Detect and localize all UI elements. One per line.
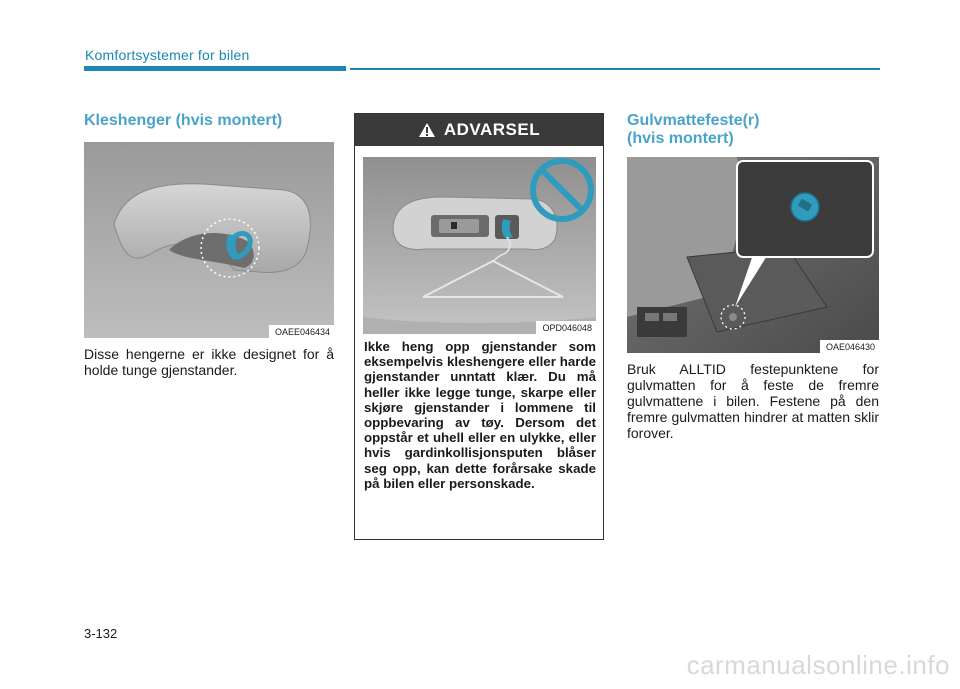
clothes-hanger-illustration <box>84 142 334 338</box>
floor-mat-description: Bruk ALLTID festepunktene for gulvmatten for å feste de fremre gulvmattene i bilen. Festene på den fremre gulvmatten hindrer at matten sklir forover. <box>627 361 879 441</box>
warning-header <box>355 114 603 146</box>
header-accent-bar <box>84 66 346 71</box>
warning-box <box>354 113 604 540</box>
floor-mat-section <box>627 112 879 441</box>
figure-code: OPD046048 <box>536 321 596 334</box>
floor-mat-title-line2: (hvis montert) <box>627 130 734 147</box>
watermark: carmanualsonline.info <box>686 650 950 680</box>
warning-label: ADVARSEL <box>443 120 541 139</box>
header-rule <box>350 68 880 70</box>
floor-mat-figure <box>627 157 879 353</box>
section-header: Komfortsystemer for bilen <box>85 47 250 63</box>
clothes-hanger-title: Kleshenger (hvis montert) <box>84 112 283 129</box>
warning-triangle-icon <box>418 122 436 138</box>
floor-mat-title <box>627 112 879 148</box>
clothes-hanger-description: Disse hengerne er ikke designet for å holde tunge gjenstander. <box>84 346 334 378</box>
figure-code: OAE046430 <box>820 340 879 353</box>
warning-text: Ikke heng opp gjenstander som eksempelvis kleshengere eller harde gjenstander unntatt klær. Du må heller ikke legge tunge, skarpe eller skjøre gjenstander i lommene til oppbevaring av tøy. Dersom det oppstår et uhell eller en ulykke, eller hvis gardinkollisjonsputen blåser seg opp, kan dette forårsake skade på bilen eller personskade. <box>364 339 596 491</box>
figure-code: OAEE046434 <box>269 325 334 338</box>
floor-mat-anchor-illustration <box>627 157 879 353</box>
overloaded-hanger-illustration <box>363 157 596 334</box>
floor-mat-title-line1: Gulvmattefeste(r) <box>627 112 760 129</box>
clothes-hanger-figure <box>84 142 334 338</box>
page-number: 3-132 <box>84 626 118 641</box>
warning-figure <box>363 157 596 334</box>
clothes-hanger-section <box>84 112 334 378</box>
